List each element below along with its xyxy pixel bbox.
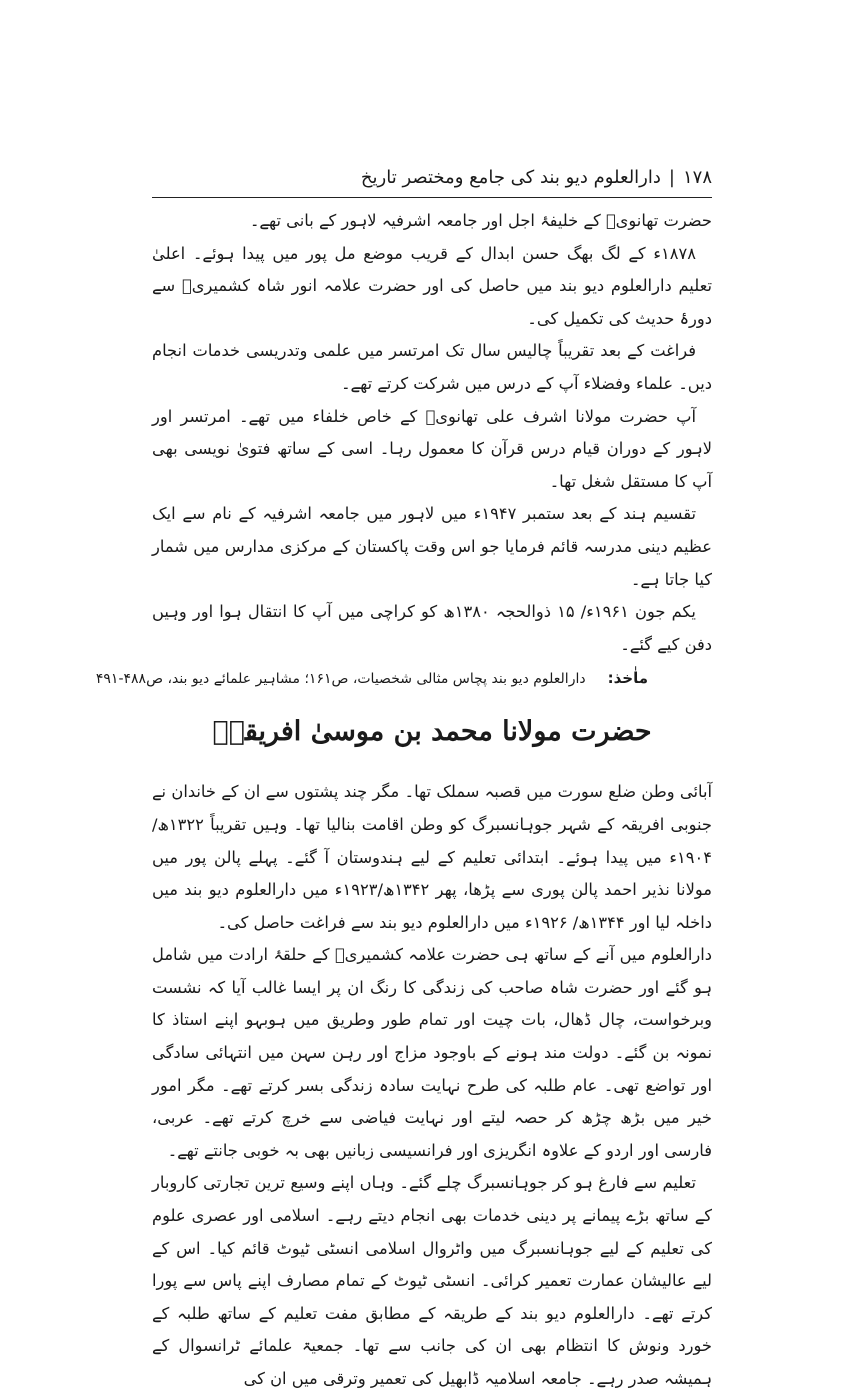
entry-title: حضرت مولانا محمد بن موسیٰ افریقیؒ xyxy=(212,716,652,748)
entry-paragraph-origin: آبائی وطن ضلع سورت میں قصبہ سملک تھا۔ مگر چند پشتوں سے ان کے خاندان نے جنوبی افریقہ کے شہر جوہانسبرگ کو وطن اقامت بنالیا تھا۔ وہیں تقریباً ۱۳۲۲ھ/۱۹۰۴ء میں پیدا ہوئے۔ ابتدائی تعلیم کے لیے ہندوستان آ گئے۔ پہلے پالن پور میں مولانا نذیر احمد پالن پوری سے پڑھا، پھر ۱۳۴۲ھ/۱۹۲۳ء میں دارالعلوم دیو بند میں داخلہ لیا اور ۱۳۴۴ھ/ ۱۹۲۶ء میں دارالعلوم دیو بند سے فراغت حاصل کی۔ xyxy=(152,782,712,932)
birth-education-paragraph: ۱۸۷۸ء کے لگ بھگ حسن ابدال کے قریب موضع مل پور میں پیدا ہوئے۔ اعلیٰ تعلیم دارالعلوم دیو بند میں حاصل کی اور حضرت علامہ انور شاہ کشمیریؒ سے دورۂ حدیث کی تکمیل کی۔ xyxy=(152,243,712,328)
header-separator: | xyxy=(668,167,675,188)
source-label: ماٰخذ: xyxy=(607,669,648,688)
page-body xyxy=(95,205,712,1396)
teaching-paragraph: فراغت کے بعد تقریباً چالیس سال تک امرتسر میں علمی وتدریسی خدمات انجام دیں۔ علماء وفضلاء آپ کے درس میں شرکت کرتے تھے۔ xyxy=(152,341,712,393)
header-rule xyxy=(152,197,712,198)
source-reference xyxy=(95,663,712,694)
entry-paragraph-services: تعلیم سے فارغ ہو کر جوہانسبرگ چلے گئے۔ وہاں اپنے وسیع ترین تجارتی کاروبار کے ساتھ بڑے پیمانے پر دینی خدمات بھی انجام دیتے رہے۔ اسلامی اور عصری علوم کی تعلیم کے لیے جوہانسبرگ میں واٹروال اسلامی انسٹی ٹیوٹ قائم کیا۔ اس کے لیے عالیشان عمارت تعمیر کرائی۔ انسٹی ٹیوٹ کے تمام مصارف اپنے پاس سے پورا کرتے تھے۔ دارالعلوم دیو بند کے طریقہ کے مطابق مفت تعلیم کے ساتھ طلبہ کے خورد ونوش کا انتظام بھی ان کی جانب سے تھا۔ جمعیۃ علمائے ٹرانسوال کے ہمیشہ صدر رہے۔ جامعہ اسلامیہ ڈابھیل کی تعمیر وترقی میں ان کی xyxy=(152,1173,712,1388)
entry-paragraph-character: دارالعلوم میں آنے کے ساتھ ہی حضرت علامہ کشمیریؒ کے حلقۂ ارادت میں شامل ہو گئے اور حضرت شاہ صاحب کی زندگی کا رنگ ان پر ایسا غالب آیا کہ نشست وبرخواست، چال ڈھال، بات چیت اور تمام طور وطریق میں ہوبہو اپنے استاذ کا نمونہ بن گئے۔ دولت مند ہونے کے باوجود مزاج اور رہن سہن میں انتہائی سادگی اور تواضع تھی۔ عام طلبہ کی طرح نہایت سادہ زندگی بسر کرتے تھے۔ مگر امور خیر میں بڑھ چڑھ کر حصہ لیتے اور نہایت فیاضی سے خرچ کرتے تھے۔ عربی، فارسی اور اردو کے علاوہ انگریزی اور فرانسیسی زبانیں بھی بہ خوبی جانتے تھے۔ xyxy=(152,945,712,1160)
khalifa-paragraph: آپ حضرت مولانا اشرف علی تھانویؒ کے خاص خلفاء میں تھے۔ امرتسر اور لاہور کے دوران قیام درس قرآن کا معمول رہا۔ اسی کے ساتھ فتویٰ نویسی بھی آپ کا مستقل شغل تھا۔ xyxy=(152,406,712,491)
death-paragraph: یکم جون ۱۹۶۱ء/ ۱۵ ذوالحجہ ۱۳۸۰ھ کو کراچی میں آپ کا انتقال ہوا اور وہیں دفن کیے گئے۔ xyxy=(152,602,712,654)
intro-paragraph: حضرت تھانویؒ کے خلیفۂ اجل اور جامعہ اشرفیہ لاہور کے بانی تھے۔ xyxy=(249,211,712,230)
page-number: ۱۷۸ xyxy=(682,167,712,188)
source-text: دارالعلوم دیو بند پچاس مثالی شخصیات، ص۱۶۱؛ مشاہیر علمائے دیو بند، ص۴۸۸-۴۹۱ xyxy=(95,671,586,688)
running-header xyxy=(152,165,712,191)
jamia-ashrafia-paragraph: تقسیم ہند کے بعد ستمبر ۱۹۴۷ء میں لاہور میں جامعہ اشرفیہ کے نام سے ایک عظیم دینی مدرسہ قائم فرمایا جو اس وقت پاکستان کے مرکزی مدارس میں شمار کیا جاتا ہے۔ xyxy=(152,504,712,589)
book-title: دارالعلوم دیو بند کی جامع ومختصر تاریخ xyxy=(360,167,661,188)
